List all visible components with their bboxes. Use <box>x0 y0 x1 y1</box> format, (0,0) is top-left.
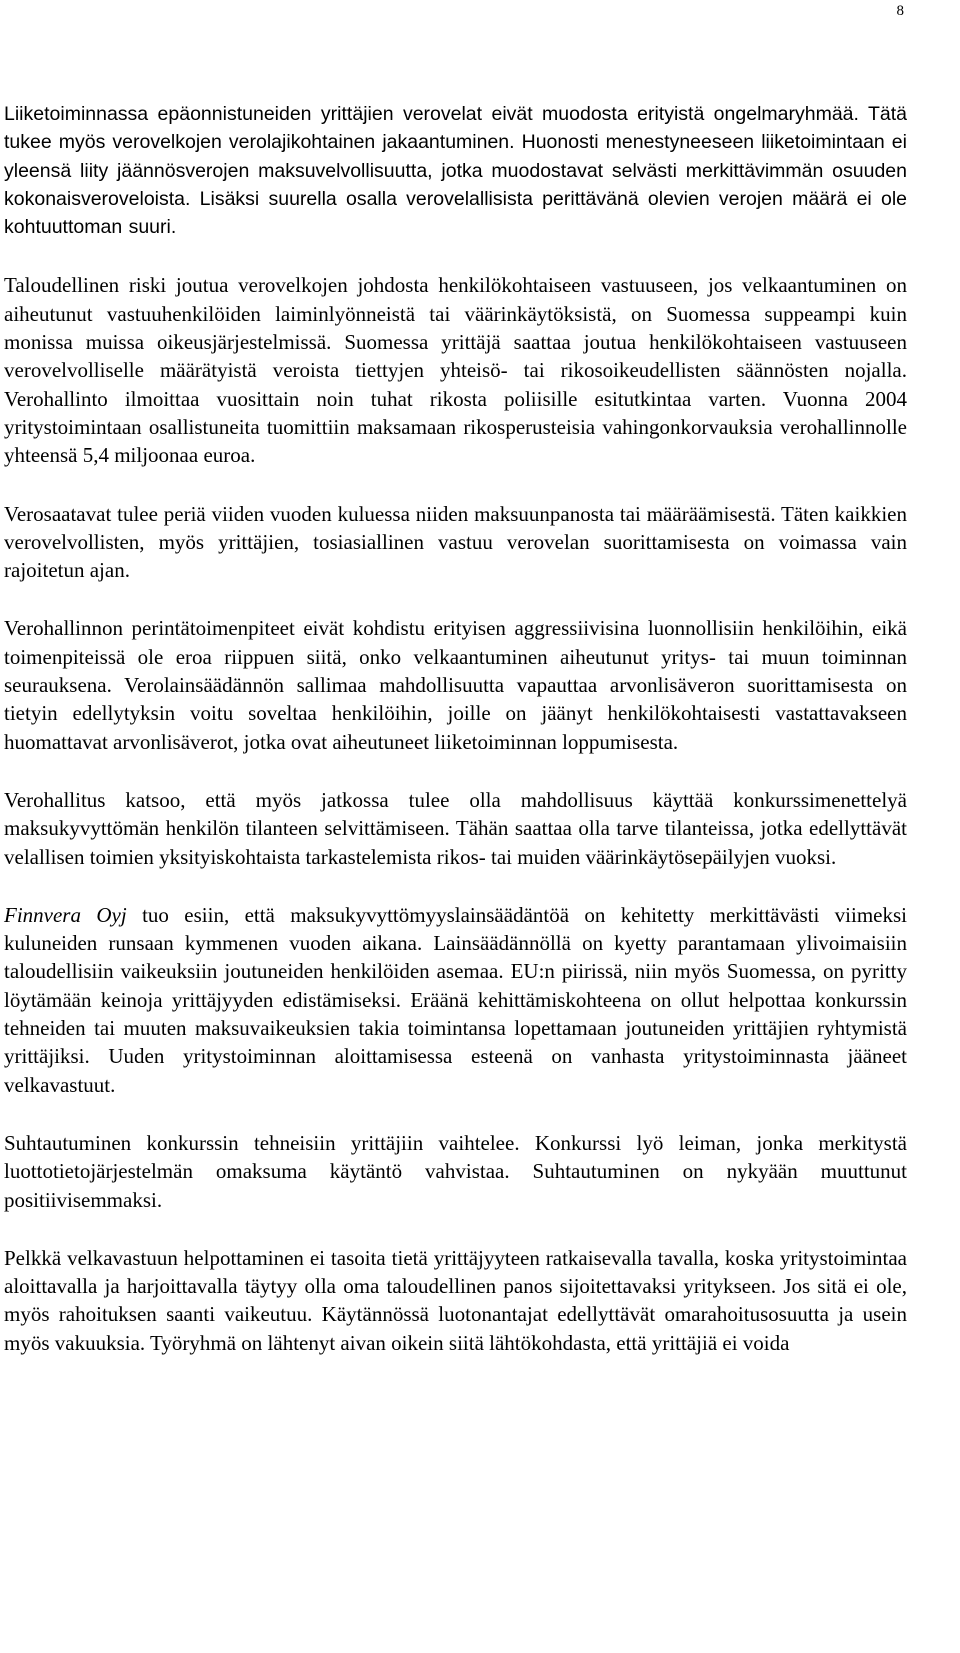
paragraph-7: Suhtautuminen konkurssin tehneisiin yrittäjiin vaihtelee. Konkurssi lyö leiman, jonka merkitystä luottotietojärjestelmän omaksuma käytäntö vahvistaa. Suhtautuminen on nykyään muuttunut positiivisemmaksi. <box>4 1130 907 1212</box>
organization-name: Finnvera Oyj <box>4 902 127 927</box>
paragraph-8: Pelkkä velkavastuun helpottaminen ei tasoita tietä yrittäjyyteen ratkaisevalla tavalla, koska yritystoimintaa aloittavalla ja harjoittavalla täytyy olla oma taloudellinen panos sijoitettavaksi yritykseen. Jos sitä ei ole, myös rahoituksen saanti vaikeutuu. Käytännössä luotonantajat edellyttävät omarahoitusosuutta ja usein myös vakuuksia. Työryhmä on lähtenyt aivan oikein siitä lähtökohdasta, että yrittäjiä ei voida <box>4 1245 907 1355</box>
document-body <box>4 100 907 1357</box>
paragraph-6 <box>4 901 907 1099</box>
paragraph-1: Liiketoiminnassa epäonnistuneiden yrittäjien verovelat eivät muodosta erityistä ongelmaryhmää. Tätä tukee myös verovelkojen verolajikohtainen jakaantuminen. Huonosti menestyneeseen liiketoimintaan ei yleensä liity jäännösverojen maksuvelvollisuutta, jotka muodostavat selvästi merkittävimmän osuuden kokonaisveroveloista. Lisäksi suurella osalla verovelallisista perittävänä olevien verojen määrä ei ole kohtuuttoman suuri. <box>4 103 907 239</box>
paragraph-4: Verohallinnon perintätoimenpiteet eivät kohdistu erityisen aggressiivisina luonnollisiin henkilöihin, eikä toimenpiteissä ole eroa riippuen siitä, onko velkaantuminen aiheutunut yritys- tai muun toiminnan seurauksena. Verolainsäädännön sallimaa mahdollisuutta vapauttaa arvonlisäveron suorittamisesta on tietyin edellytyksin voitu soveltaa henkilöihin, joille on jäänyt henkilökohtaisesti vastattavakseen huomattavat arvonlisäverot, jotka ovat aiheutuneet liiketoiminnan loppumisesta. <box>4 616 907 754</box>
paragraph-6-text: tuo esiin, että maksukyvyttömyyslainsäädäntöä on kehitetty merkittävästi viimeksi kuluneiden runsaan kymmenen vuoden aikana. Lainsäädännöllä on kyetty parantamaan ylivoimaisiin taloudellisiin vaikeuksiin joutuneiden henkilöiden asemaa. EU:n piirissä, niin myös Suomessa, on pyritty löytämään keinoja yrittäjyyden edistämiseksi. Eräänä kehittämiskohteena on ollut helpottaa konkurssin tehneiden tai muuten maksuvaikeuksien takia toimintansa lopettamaan joutuneiden yrittäjien ryhtymistä yrittäjiksi. Uuden yritystoiminnan aloittamisessa esteenä on vanhasta yritystoiminnasta jääneet velkavastuut. <box>4 902 908 1097</box>
page-number: 8 <box>896 3 904 19</box>
paragraph-3: Verosaatavat tulee periä viiden vuoden kuluessa niiden maksuunpanosta tai määräämisestä. Täten kaikkien verovelvollisten, myös yrittäjien, tosiasiallinen vastuu verovelan suorittamisesta on voimassa vain rajoitetun ajan. <box>4 501 907 583</box>
paragraph-5: Verohallitus katsoo, että myös jatkossa tulee olla mahdollisuus käyttää konkurssimenettelyä maksukyvyttömän henkilön tilanteen selvittämiseen. Tähän saattaa olla tarve tilanteissa, jotka edellyttävät velallisen toimien yksityiskohtaista tarkastelemista rikos- tai muiden väärinkäytösepäilyjen vuoksi. <box>4 787 907 869</box>
paragraph-2: Taloudellinen riski joutua verovelkojen johdosta henkilökohtaiseen vastuuseen, jos velkaantuminen on aiheutunut vastuuhenkilöiden laiminlyönneistä tai väärinkäytöksistä, on Suomessa suppeampi kuin monissa muissa oikeusjärjestelmissä. Suomessa yrittäjä saattaa joutua henkilökohtaiseen vastuuseen verovelvolliselle määrätyistä veroista tiettyjen yhteisö- tai rikosoikeudellisten säännösten nojalla. Verohallinto ilmoittaa vuosittain noin tuhat rikosta poliisille esitutkintaa varten. Vuonna 2004 yritystoimintaan osallistuneita tuomittiin maksamaan rikosperusteisia vahingonkorvauksia verohallinnolle yhteensä 5,4 miljoonaa euroa. <box>4 273 907 468</box>
